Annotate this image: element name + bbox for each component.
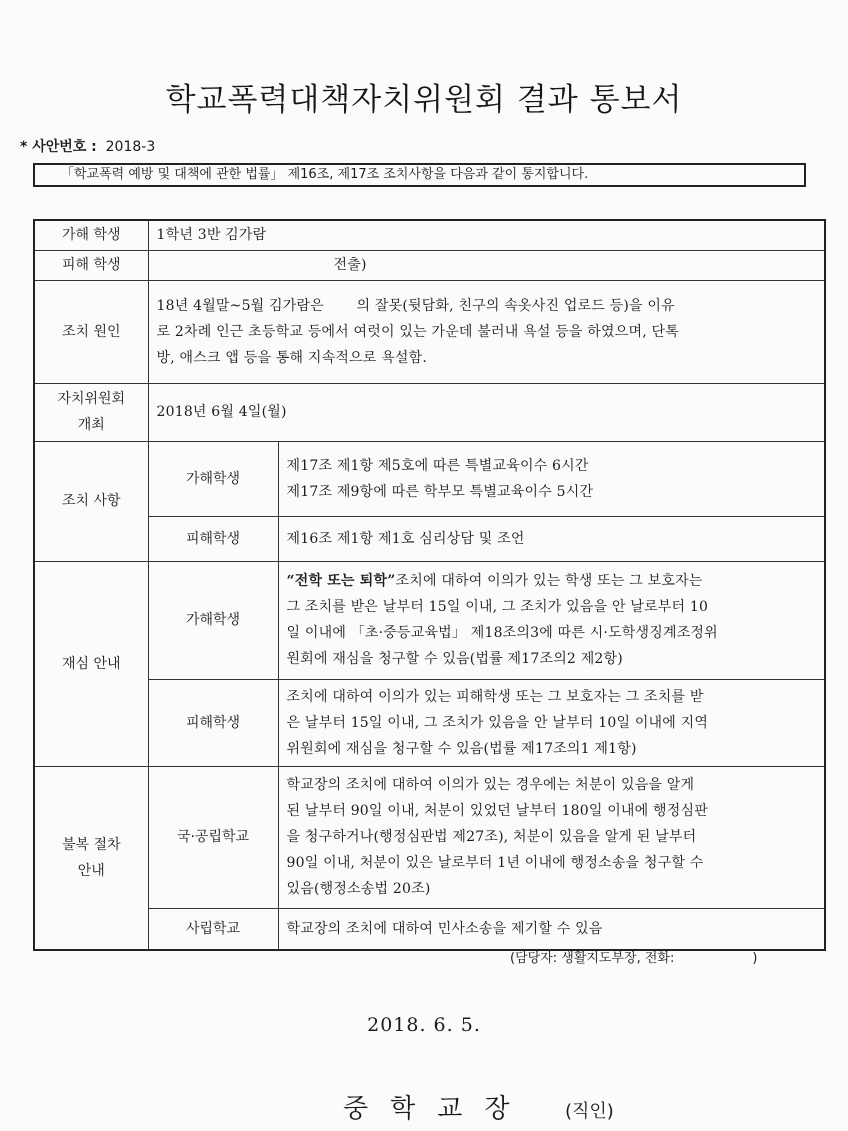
measures-offender-text [278,441,825,516]
review-offender-row [34,561,825,679]
case-number [20,136,155,156]
appeal-line: 된 날부터 90일 이내, 처분이 있었던 날부터 180일 이내에 행정심판 [286,803,708,819]
review-line-rest: 조치에 대하여 이의가 있는 학생 또는 그 보호자는 [395,573,703,589]
issue-date: 2018. 6. 5. [367,1014,481,1036]
document-title: 학교폭력대책자치위원회 결과 통보서 [165,82,683,118]
contact-suffix: ) [752,951,758,966]
victim-row [34,250,825,280]
review-offender-text [278,561,825,679]
appeal-public-row [34,766,825,908]
appeal-public-text [278,766,825,908]
appeal-private-label: 사립학교 [148,908,278,950]
measures-offender-label: 가해학생 [148,441,278,516]
review-line: 원회에 재심을 청구할 수 있음(법률 제17조의2 제2항) [286,651,623,667]
notice-statement: 「학교폭력 예방 및 대책에 관한 법률」 제16조, 제17조 조치사항을 다음과 같이 통지합니다. [33,163,806,187]
case-number-value: 2018-3 [105,139,156,155]
cause-text [148,280,825,383]
contact-info [510,947,757,966]
cause-line: 방, 애스크 앱 등을 통해 지속적으로 욕설함. [156,349,428,366]
review-label: 재심 안내 [34,561,148,766]
measures-victim-text: 제16조 제1항 제1호 심리상담 및 조언 [278,516,825,561]
measures-label: 조치 사항 [34,441,148,561]
review-line: 일 이내에 「초·중등교육법」 제18조의3에 따른 시·도학생징계조정위 [286,625,718,641]
appeal-line: 있음(행정소송법 20조) [286,881,431,897]
appeal-label [34,766,148,950]
cause-label: 조치 원인 [34,280,148,383]
appeal-line: 을 청구하거나(행정심판법 제27조), 처분이 있음을 알게 된 날부터 [286,829,697,845]
meeting-label-line: 자치위원회 [57,391,126,407]
cause-line: 로 2차례 인근 초등학교 등에서 여럿이 있는 가운데 불러내 욕설 등을 하였으며, 단톡 [156,323,679,340]
meeting-date: 2018년 6월 4일(월) [148,383,825,441]
review-line [287,568,817,594]
meeting-label-line: 개최 [77,417,105,433]
cause-row [34,280,825,383]
measures-victim-label: 피해학생 [148,516,278,561]
cause-line: 18년 4월말~5월 김가람은 의 잘못(뒷담화, 친구의 속옷사진 업로드 등)을 이유 [156,297,675,314]
appeal-label-line: 안내 [77,862,105,879]
review-line: 위원회에 재심을 청구할 수 있음(법률 제17조의1 제1항) [286,740,637,757]
case-number-label: * 사안번호 : [20,139,97,155]
offender-row [34,220,825,250]
review-line: 조치에 대하여 이의가 있는 피해학생 또는 그 보호자는 그 조치를 받 [286,688,704,705]
review-victim-label: 피해학생 [148,679,278,766]
principal-title: 중학교장 [343,1094,532,1124]
review-line: 그 조치를 받은 날부터 15일 이내, 그 조치가 있음을 안 날로부터 10 [286,599,709,615]
official-seal-mark: (직인) [565,1101,614,1122]
review-line: 은 날부터 15일 이내, 그 조치가 있음을 안 날부터 10일 이내에 지역 [286,714,709,731]
result-table [33,219,826,951]
measure-line: 제17조 제9항에 따른 학부모 특별교육이수 5시간 [286,483,594,500]
appeal-line: 90일 이내, 처분이 있은 날로부터 1년 이내에 행정소송을 청구할 수 [286,855,704,871]
offender-label: 가해 학생 [34,220,148,250]
appeal-line: 학교장의 조치에 대하여 이의가 있는 경우에는 처분이 있음을 알게 [286,777,695,793]
review-emphasis: “전학 또는 퇴학” [286,573,396,589]
contact-prefix: (담당자: 생활지도부장, 전화: [510,951,675,966]
appeal-private-row [34,908,825,950]
meeting-label [34,383,148,441]
appeal-public-label: 국·공립학교 [148,766,278,908]
appeal-private-text: 학교장의 조치에 대하여 민사소송을 제기할 수 있음 [278,908,825,950]
review-victim-row [34,679,825,766]
measures-offender-row [34,441,825,516]
meeting-row [34,383,825,441]
offender-value: 1학년 3반 김가람 [148,220,825,250]
measures-victim-row [34,516,825,561]
review-offender-label: 가해학생 [148,561,278,679]
measure-line: 제17조 제1항 제5호에 따른 특별교육이수 6시간 [286,457,589,474]
victim-value: 전출) [148,250,825,280]
review-victim-text [278,679,825,766]
appeal-label-line: 불복 절차 [61,836,121,853]
victim-label: 피해 학생 [34,250,148,280]
